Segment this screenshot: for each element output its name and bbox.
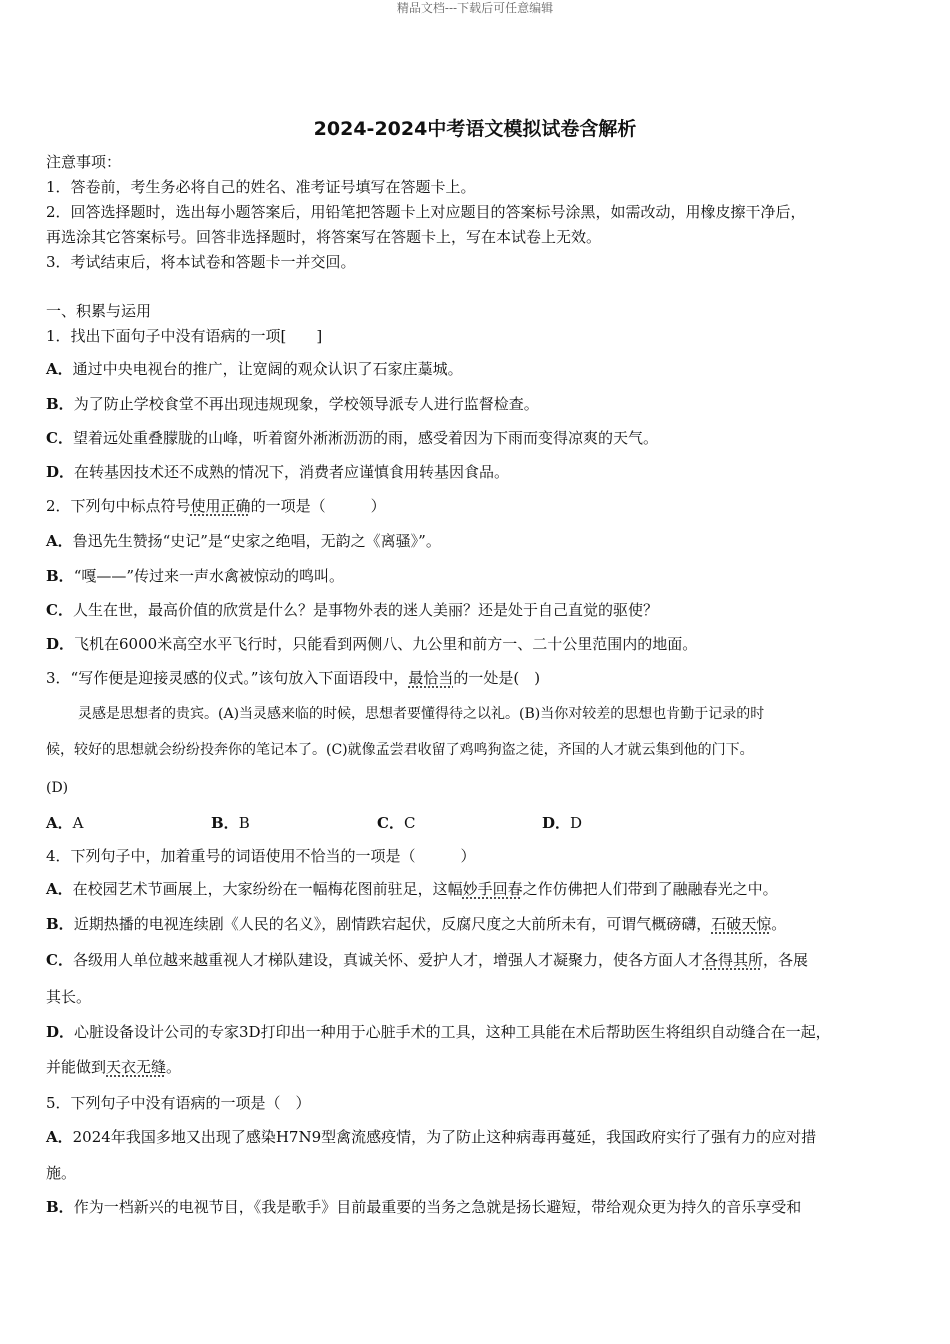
q5-option-a — [46, 1127, 816, 1147]
option-label: A． — [46, 360, 73, 378]
option-text: 在转基因技术还不成熟的情况下，消费者应谨慎食用转基因食品。 — [74, 463, 510, 481]
option-label: C． — [46, 601, 73, 619]
option-label: C． — [46, 429, 73, 447]
q4-option-d-cont — [46, 1057, 181, 1077]
option-label: C． — [46, 951, 73, 969]
q5-stem: 5．下列句子中没有语病的一项是（ ） — [46, 1094, 311, 1112]
page-title: 2024-2024中考语文模拟试卷含解析 — [313, 118, 637, 140]
q1-stem: 1．找出下面句子中没有语病的一项[ ] — [46, 327, 323, 345]
option-text: 人生在世，最高价值的欣赏是什么？是事物外表的迷人美丽？还是处于自己直觉的驱使？ — [72, 601, 658, 619]
option-label: B． — [46, 915, 74, 933]
option-label: D． — [46, 463, 75, 481]
emphasis-text: 妙手回春 — [462, 880, 523, 898]
option-label: A． — [46, 1128, 73, 1146]
notice-heading: 注意事项： — [46, 153, 122, 171]
emphasis-text: 最恰当 — [408, 669, 454, 687]
emphasis-text: 天衣无缝 — [106, 1058, 167, 1076]
option-label: A． — [46, 532, 73, 550]
option-text: 在校园艺术节画展上，大家纷纷在一幅梅花图前驻足，这幅 — [72, 880, 463, 898]
q5-option-a-cont: 施。 — [46, 1164, 77, 1182]
option-label: C． — [377, 814, 404, 832]
q4-option-c — [46, 950, 808, 970]
q1-option-b — [46, 394, 539, 414]
q4-option-c-cont: 其长。 — [46, 988, 92, 1006]
option-label: D． — [46, 635, 75, 653]
option-label: B． — [46, 567, 74, 585]
stem-text: 2．下列句中标点符号 — [46, 497, 191, 515]
option-text: 望着远处重叠朦胧的山峰，听着窗外淅淅沥沥的雨，感受着因为下雨而变得凉爽的天气。 — [72, 429, 658, 447]
notice-item-1: 1．答卷前，考生务必将自己的姓名、准考证号填写在答题卡上。 — [46, 178, 476, 196]
option-text: 并能做到 — [46, 1058, 107, 1076]
q4-stem: 4．下列句子中，加着重号的词语使用不恰当的一项是（ ） — [46, 847, 476, 865]
q4-option-b — [46, 914, 786, 934]
q2-stem — [46, 496, 386, 516]
option-text: A — [72, 814, 84, 832]
q3-stem — [46, 668, 540, 688]
q3-option-c — [377, 813, 415, 833]
option-text: 之作仿佛把人们带到了融融春光之中。 — [522, 880, 778, 898]
option-label: D． — [542, 814, 571, 832]
q4-option-a — [46, 879, 778, 899]
option-label: A． — [46, 880, 73, 898]
option-label: B． — [46, 1198, 74, 1216]
q2-option-c — [46, 600, 658, 620]
option-text: “嘎——”传过来一声水禽被惊动的鸣叫。 — [73, 567, 345, 585]
option-text: 各级用人单位越来越重视人才梯队建设，真诚关怀、爱护人才，增强人才凝聚力，使各方面人才 — [72, 951, 703, 969]
stem-text: 3．“写作便是迎接灵感的仪式。”该句放入下面语段中， — [46, 669, 409, 687]
q3-passage-line-1: 灵感是思想者的贵宾。(A)当灵感来临的时候，思想者要懂得待之以礼。(B)当你对较差的思想也肯勤于记录的时 — [78, 706, 765, 722]
notice-item-2: 2．回答选择题时，选出每小题答案后，用铅笔把答题卡上对应题目的答案标号涂黑，如需改动，用橡皮擦干净后， — [46, 203, 806, 221]
option-label: B． — [211, 814, 239, 832]
option-text: D — [570, 814, 583, 832]
option-label: D． — [46, 1023, 75, 1041]
q3-passage-line-3: (D) — [46, 780, 69, 796]
q1-option-a — [46, 359, 463, 379]
q1-option-d — [46, 462, 509, 482]
emphasis-text: 石破天惊 — [711, 915, 772, 933]
q2-option-a — [46, 531, 441, 551]
q3-option-a — [46, 813, 83, 833]
option-text: 2024年我国多地又出现了感染H7N9型禽流感疫情，为了防止这种病毒再蔓延，我国政府实行了强有力的应对措 — [72, 1128, 817, 1146]
q2-option-b — [46, 566, 344, 586]
notice-item-3: 3．考试结束后，将本试卷和答题卡一并交回。 — [46, 253, 356, 271]
page-header: 精品文档---下载后可任意编辑 — [396, 1, 554, 15]
emphasis-text: 各得其所 — [702, 951, 763, 969]
option-text: 鲁迅先生赞扬“史记”是“史家之绝唱，无韵之《离骚》”。 — [72, 532, 441, 550]
stem-text: 的一处是( ) — [453, 669, 541, 687]
emphasis-text: 使用正确 — [190, 497, 251, 515]
option-label: B． — [46, 395, 74, 413]
option-text: 心脏设备设计公司的专家3D打印出一种用于心脏手术的工具，这种工具能在术后帮助医生将组织自动缝合在一起， — [74, 1023, 831, 1041]
option-text: B — [238, 814, 250, 832]
q4-option-d — [46, 1022, 831, 1042]
option-text: 。 — [166, 1058, 182, 1076]
stem-text: 的一项是（ ） — [250, 497, 386, 515]
option-text: 为了防止学校食堂不再出现违规现象，学校领导派专人进行监督检查。 — [73, 395, 539, 413]
option-label: A． — [46, 814, 73, 832]
option-text: 。 — [771, 915, 787, 933]
option-text: C — [403, 814, 416, 832]
q3-option-b — [211, 813, 250, 833]
q3-option-d — [542, 813, 582, 833]
option-text: 近期热播的电视连续剧《人民的名义》，剧情跌宕起伏，反腐尺度之大前所未有，可谓气概磅礴， — [73, 915, 712, 933]
q3-passage-line-2: 候，较好的思想就会纷纷投奔你的笔记本了。(C)就像孟尝君收留了鸡鸣狗盗之徒，齐国的人才就云集到他的门下。 — [46, 742, 754, 758]
option-text: 飞机在6000米高空水平飞行时，只能看到两侧八、九公里和前方一、二十公里范围内的地面。 — [74, 635, 698, 653]
option-text: 作为一档新兴的电视节目，《我是歌手》目前最重要的当务之急就是扬长避短，带给观众更为持久的音乐享受和 — [73, 1198, 802, 1216]
option-text: ，各展 — [762, 951, 808, 969]
section-heading: 一、积累与运用 — [46, 302, 152, 320]
q2-option-d — [46, 634, 697, 654]
q5-option-b — [46, 1197, 801, 1217]
q1-option-c — [46, 428, 658, 448]
notice-item-2-cont: 再选涂其它答案标号。回答非选择题时，将答案写在答题卡上，写在本试卷上无效。 — [46, 228, 602, 246]
option-text: 通过中央电视台的推广，让宽阔的观众认识了石家庄藁城。 — [72, 360, 463, 378]
